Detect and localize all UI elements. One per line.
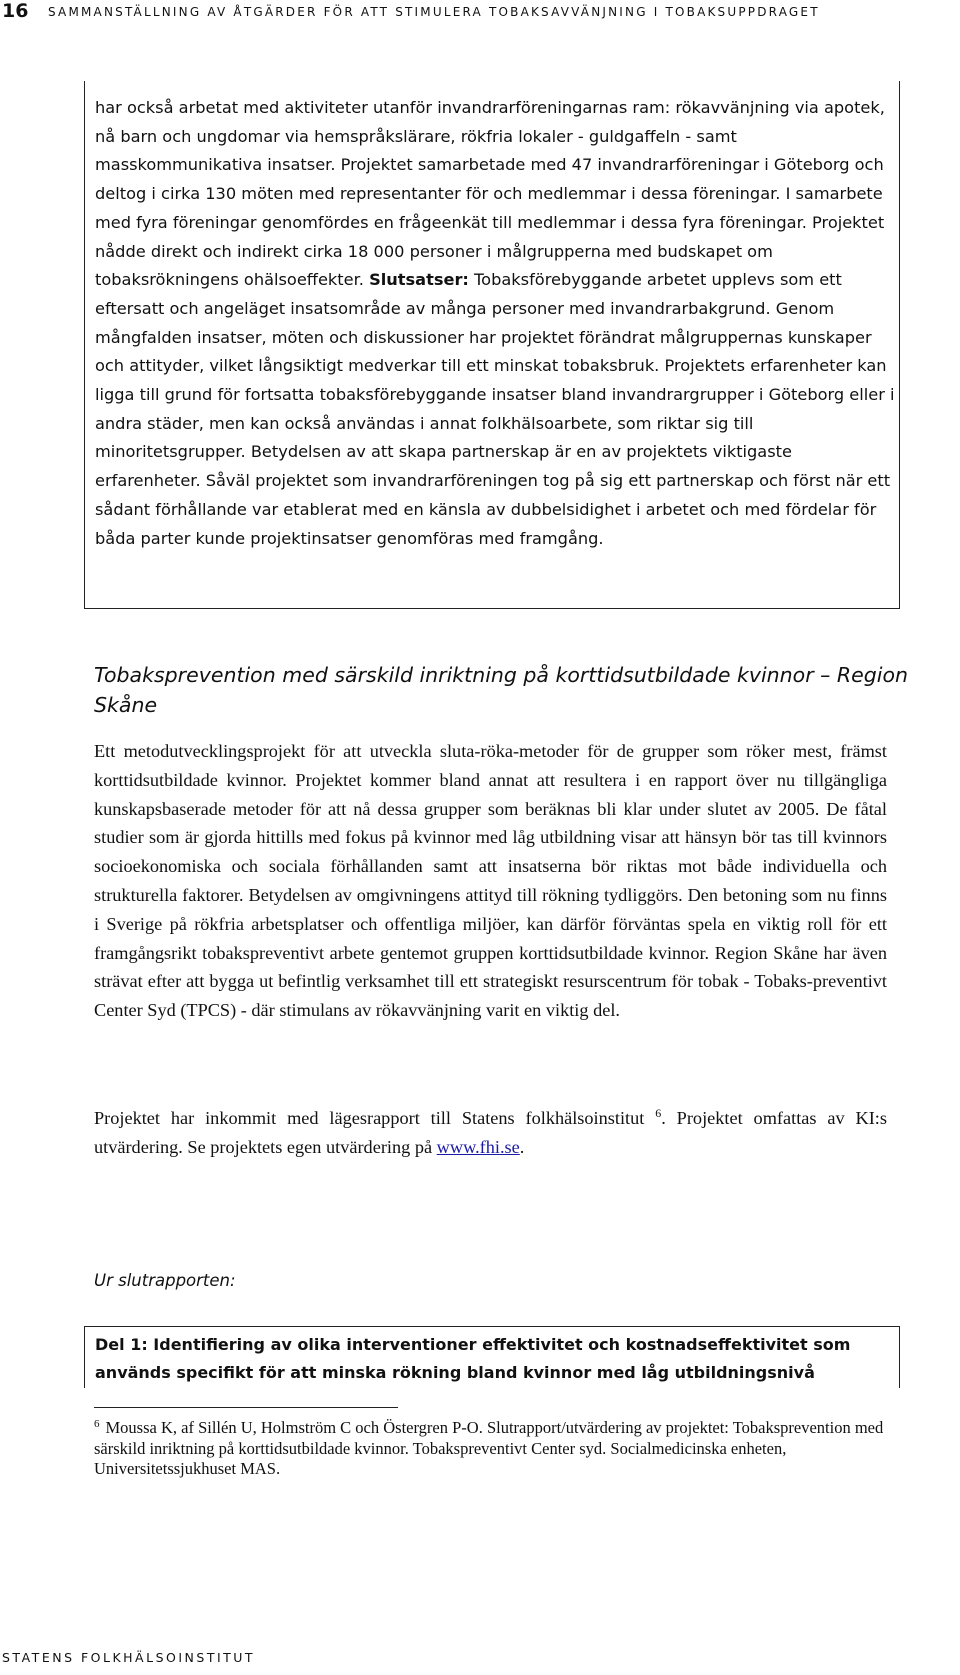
paragraph-2-end: . <box>519 1136 525 1157</box>
footnote-text: Moussa K, af Sillén U, Holmström C och Östergren P-O. Slutrapport/utvärdering av projektet: Tobaksprevention med särskild inriktning på korttidsutbildade kvinnor. Tobakspreventivt Center syd. Socialmedicinska enheten, Universitetssjukhuset MAS. <box>94 1418 884 1479</box>
final-report-subheading: Ur slutrapporten: <box>94 1271 236 1290</box>
section-paragraph-1: Ett metodutvecklingsprojekt för att utveckla sluta-röka-metoder för de grupper som röker mest, främst korttidsutbildade kvinnor. Projektet kommer bland annat att resultera i en rapport över nu tillgängliga kunskapsbaserade metoder för att nå dessa grupper som beräknas bli klar under slutet av 2005. De fåtal studier som är gjorda hittills med fokus på kvinnor med låg utbildning visar att hänsyn bör tas till kvinnors socioekonomiska och sociala förhållanden samt att insatserna bör riktas mot både individuella och strukturella faktorer. Betydelsen av omgivningens attityd till rökning tydliggörs. Den betoning som nu finns i Sverige på rökfria arbetsplatser och offentliga miljöer, kan därför förväntas spela en viktig roll för ett framgångsrikt tobakspreventivt arbete gentemot gruppen korttidsutbildade kvinnor. Region Skåne har även strävat efter att bygga ut befintlig verksamhet till ett strategiskt resurscentrum för tobak - Tobaks-preventivt Center Syd (TPCS) - där stimulans av rökavvänjning varit en viktig del. <box>94 741 887 1021</box>
page-footer: STATENS FOLKHÄLSOINSTITUT <box>2 1650 256 1665</box>
page-number: 16 <box>2 0 29 22</box>
summary-text <box>95 94 895 553</box>
paragraph-2-start: Projektet har inkommit med lägesrapport till Statens folkhälsoinstitut <box>94 1108 656 1128</box>
footnote-number: 6 <box>94 1418 100 1430</box>
footnote-reference[interactable]: 6 <box>655 1106 662 1120</box>
page-header <box>0 0 960 26</box>
section-heading: Tobaksprevention med särskild inriktning på korttidsutbildade kvinnor – Region Skåne <box>94 663 909 717</box>
part-title: Del 1: Identifiering av olika interventioner effektivitet och kostnadseffektivitet som används specifikt för att minska rökning bland kvinnor med låg utbildningsnivå <box>95 1335 851 1382</box>
summary-paragraph: har också arbetat med aktiviteter utanför invandrarföreningarnas ram: rökavvänjning via apotek, nå barn och ungdomar via hemspråkslärare, rökfria lokaler - guldgaffeln - samt masskommunikativa insatser. Projektet samarbetade med 47 invandrarföreningar i Göteborg och deltog i cirka 130 möten med representanter för och medlemmar i dessa föreningar. I samarbete med fyra föreningar genomfördes en frågeenkät till medlemmar i dessa fyra föreningar. Projektet nådde direkt och indirekt cirka 18 000 personer i målgrupperna med budskapet om tobaksrökningens ohälsoeffekter. <box>95 98 885 290</box>
footnote-divider <box>94 1407 398 1408</box>
paragraph-2-mid: . Projektet omfattas av KI:s utvärdering. Se projektets egen utvärdering på <box>94 1108 887 1157</box>
conclusions-label: Slutsatser: <box>369 270 469 290</box>
fhi-link[interactable]: www.fhi.se <box>436 1136 520 1157</box>
running-title: SAMMANSTÄLLNING AV ÅTGÄRDER FÖR ATT STIMULERA TOBAKSAVVÄNJNING I TOBAKSUPPDRAGET <box>48 5 820 19</box>
footnote <box>94 1418 894 1480</box>
section-paragraph-2 <box>94 1104 887 1162</box>
conclusions-text: Tobaksförebyggande arbetet upplevs som ett eftersatt och angeläget insatsområde av många personer med invandrarbakgrund. Genom mångfalden insatser, möten och diskussioner har projektet förändrat målgruppernas kunskaper och attityder, vilket långsiktigt medverkar till ett minskat tobaksbruk. Projektets erfarenheter kan ligga till grund för fortsatta tobaksförebyggande insatser bland invandrargrupper i Göteborg eller i andra städer, men kan också användas i annat folkhälsoarbete, som riktar sig till minoritetsgrupper. Betydelsen av att skapa partnerskap är en av projektets viktigaste erfarenheter. Såväl projektet som invandrarföreningen tog på sig ett partnerskap och först när ett sådant förhållande var etablerat med en känsla av dubbelsidighet i arbetet och med fördelar för båda parter kunde projektinsatser genomföras med framgång. <box>95 270 895 548</box>
